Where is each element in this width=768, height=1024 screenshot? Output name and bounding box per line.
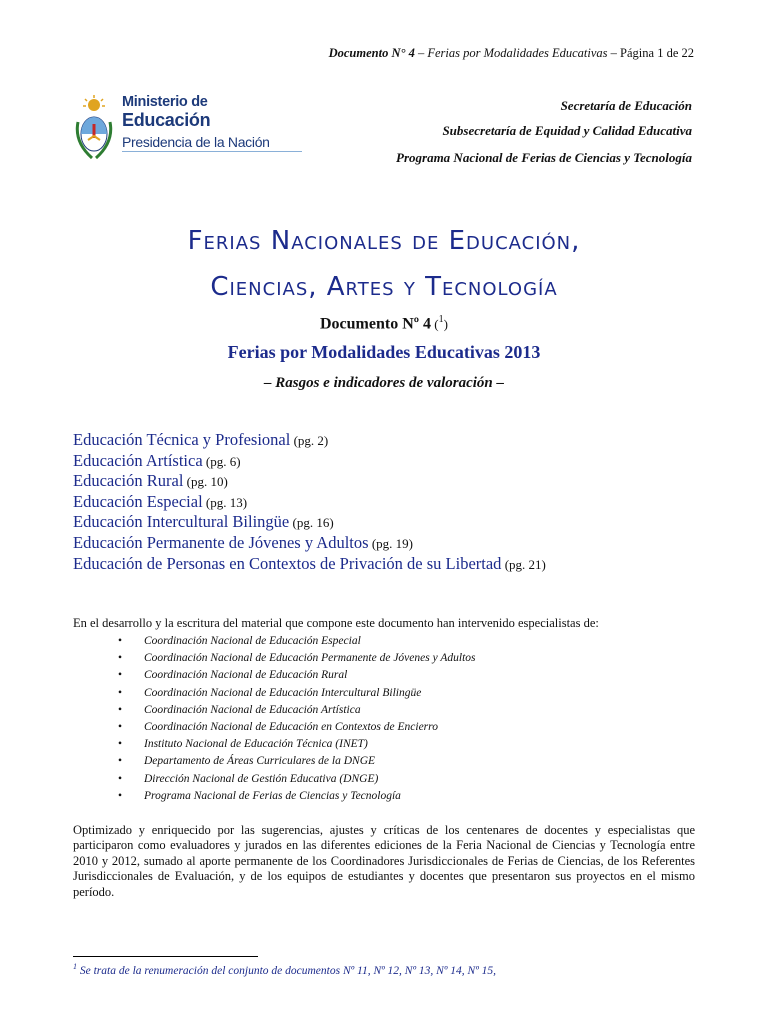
- modality-page: (pg. 21): [501, 556, 546, 572]
- page-header: [329, 46, 694, 61]
- header-page-info: Página 1 de 22: [620, 46, 694, 60]
- modality-item[interactable]: [73, 492, 546, 513]
- document-number-label: Documento Nº 4: [320, 315, 432, 333]
- subsecretariat-name: Subsecretaría de Equidad y Calidad Educativa: [442, 123, 692, 138]
- modality-name: Educación Permanente de Jóvenes y Adultos: [73, 532, 369, 552]
- logo-line-ministry: Ministerio de: [122, 94, 208, 110]
- bullet-icon: •: [118, 755, 123, 768]
- list-item: [118, 736, 476, 753]
- document-title-line1: Ferias Nacionales de Educación,: [187, 226, 581, 256]
- header-doc-label: Documento N° 4: [328, 46, 415, 60]
- contributors-list: [118, 633, 476, 805]
- contributor-name: Coordinación Nacional de Educación Permanente de Jóvenes y Adultos: [144, 652, 476, 665]
- contributors-intro: En el desarrollo y la escritura del material que compone este documento han intervenido especialistas de:: [73, 616, 599, 630]
- modality-item[interactable]: [73, 533, 546, 554]
- contributor-name: Departamento de Áreas Curriculares de la DNGE: [144, 755, 376, 768]
- modality-page: (pg. 19): [368, 535, 413, 551]
- footnote-reference[interactable]: 1: [438, 314, 444, 325]
- contributor-name: Dirección Nacional de Gestión Educativa (DNGE): [144, 772, 379, 785]
- paren-close: ): [443, 316, 448, 332]
- modality-name: Educación Intercultural Bilingüe: [73, 512, 290, 532]
- contributor-name: Coordinación Nacional de Educación en Contextos de Encierro: [144, 720, 438, 733]
- modality-page: (pg. 2): [290, 433, 329, 448]
- list-item: [118, 685, 476, 702]
- footnote: [73, 962, 496, 977]
- modality-name: Educación Rural: [73, 471, 184, 491]
- bullet-icon: •: [118, 635, 123, 647]
- acknowledgement-paragraph: Optimizado y enriquecido por las sugerencias, ajustes y críticas de los centenares de docentes y especialistas que participaron como evaluadores y jurados en las diferentes ediciones de la Feria Nacional de Ciencias y Tecnología entre 2010 y 2012, sumado al aporte permanente de los Coordinadores Jurisdiccionales de Ferias de Ciencias, de los Referentes Jurisdiccionales de Evaluación, y de los equipos de estudiantes y docentes que presentaron sus proyectos en el mismo período.: [73, 823, 695, 899]
- modalities-index: [73, 430, 546, 574]
- contributor-name: Programa Nacional de Ferias de Ciencias y Tecnología: [144, 789, 401, 802]
- footnote-text: Se trata de la renumeración del conjunto de documentos Nº 11, Nº 12, Nº 13, Nº 14, Nº 15,: [77, 964, 497, 977]
- document-title-line2: Ciencias, Artes y Tecnología: [210, 272, 558, 302]
- list-item: [118, 753, 476, 770]
- list-item: [118, 667, 476, 684]
- program-name: Programa Nacional de Ferias de Ciencias y Tecnología: [396, 150, 692, 165]
- bullet-icon: •: [118, 738, 123, 751]
- modality-name: Educación Artística: [73, 450, 203, 470]
- modality-item[interactable]: [73, 451, 546, 472]
- contributor-name: Coordinación Nacional de Educación Intercultural Bilingüe: [144, 686, 422, 699]
- secretariat-name: Secretaría de Educación: [560, 98, 692, 113]
- bullet-icon: •: [118, 772, 123, 785]
- modality-page: (pg. 10): [183, 474, 228, 490]
- contributor-name: Coordinación Nacional de Educación Especial: [144, 635, 361, 647]
- bullet-icon: •: [118, 720, 123, 733]
- contributor-name: Coordinación Nacional de Educación Rural: [144, 669, 348, 682]
- header-separator: –: [414, 46, 428, 60]
- document-number: [0, 314, 768, 333]
- list-item: [118, 771, 476, 788]
- bullet-icon: •: [118, 652, 123, 665]
- modality-name: Educación Especial: [73, 491, 203, 511]
- list-item: [118, 702, 476, 719]
- modality-item[interactable]: [73, 430, 546, 451]
- modality-item[interactable]: [73, 471, 546, 492]
- list-item: [118, 633, 476, 650]
- bullet-icon: •: [118, 686, 123, 699]
- contributor-name: Instituto Nacional de Educación Técnica (INET): [144, 738, 368, 751]
- document-subtitle: Ferias por Modalidades Educativas 2013: [227, 342, 541, 362]
- modality-item[interactable]: [73, 512, 546, 533]
- logo-line-presidency: Presidencia de la Nación: [122, 133, 302, 152]
- contributor-name: Coordinación Nacional de Educación Artística: [144, 703, 361, 716]
- list-item: [118, 719, 476, 736]
- modality-page: (pg. 16): [289, 515, 334, 531]
- document-tagline: – Rasgos e indicadores de valoración –: [264, 375, 504, 391]
- coat-of-arms-icon: [72, 94, 116, 164]
- ministry-logo: [72, 94, 312, 168]
- footnote-divider: [73, 956, 258, 957]
- list-item: [118, 788, 476, 805]
- modality-item[interactable]: [73, 554, 546, 575]
- header-separator: –: [607, 46, 621, 60]
- logo-line-education: Educación: [122, 110, 211, 130]
- modality-page: (pg. 6): [202, 453, 241, 469]
- bullet-icon: •: [118, 669, 123, 682]
- list-item: [118, 650, 476, 667]
- paren-open: (: [431, 316, 439, 332]
- modality-name: Educación de Personas en Contextos de Privación de su Libertad: [73, 553, 502, 573]
- modality-name: Educación Técnica y Profesional: [73, 430, 291, 449]
- header-topic: Ferias por Modalidades Educativas: [427, 46, 608, 60]
- footnote-mark: 1: [73, 962, 77, 971]
- bullet-icon: •: [118, 789, 123, 802]
- modality-page: (pg. 13): [202, 494, 248, 510]
- bullet-icon: •: [118, 703, 123, 716]
